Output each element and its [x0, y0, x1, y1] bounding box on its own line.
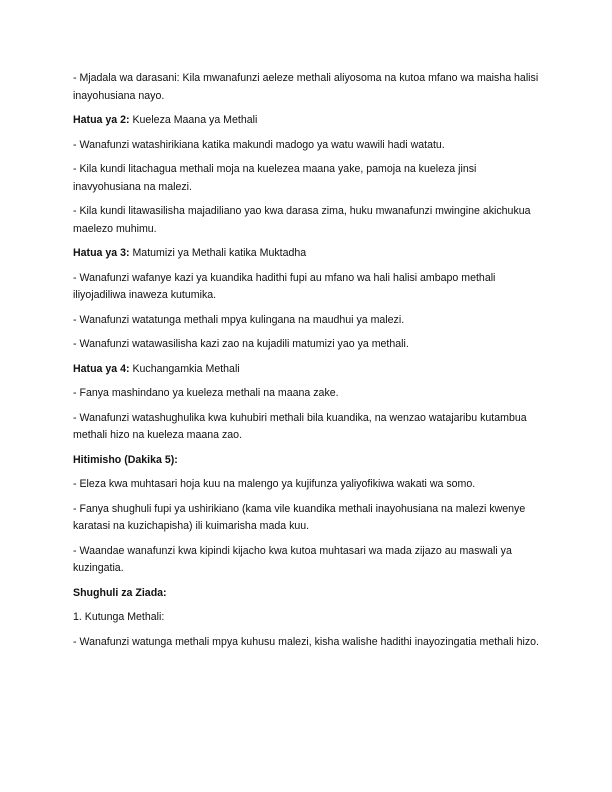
paragraph-competition: - Fanya mashindano ya kueleza methali na maana zake. [73, 387, 339, 399]
paragraph-present-work: - Wanafunzi watawasilisha kazi zao na kujadili matumizi yao ya methali. [73, 338, 409, 350]
paragraph-present-discussion: - Kila kundi litawasilisha majadiliano yao kwa darasa zima, huku mwanafunzi mwingine akichukua maelezo muhimu. [73, 205, 531, 235]
conclusion-label: Hitimisho (Dakika 5): [73, 453, 178, 466]
step-4-label: Hatua ya 4: [73, 362, 130, 375]
step-2-label: Hatua ya 2: [73, 114, 130, 126]
paragraph-collaboration: - Fanya shughuli fupi ya ushirikiano (kama vile kuandika methali inayohusiana na malezi kwenye karatasi na kuzichapisha) ili kuimarisha mada kuu. [73, 502, 526, 532]
paragraph-compose-new: - Wanafunzi watunga methali mpya kuhusu malezi, kisha walishe hadithi inayozingatia methali hizo. [73, 635, 539, 648]
paragraph-new-proverbs: - Wanafunzi watatunga methali mpya kulingana na maudhui ya malezi. [73, 313, 405, 326]
step-3-label: Hatua ya 3: [73, 247, 130, 259]
paragraph-recite: - Wanafunzi watashughulika kwa kuhubiri methali bila kuandika, na wenzao watajaribu kutambua methali hizo na kueleza maana zao. [73, 411, 527, 441]
paragraph-choose-proverb: - Kila kundi litachagua methali moja na kuelezea maana yake, pamoja na kueleza jinsi inavyohusiana na malezi. [73, 163, 477, 193]
paragraph-discussion: - Mjadala wa darasani: Kila mwanafunzi aeleze methali aliyosoma na kutoa mfano wa maisha halisi inayohusiana nayo. [73, 72, 539, 102]
step-4-heading: Hatua ya 4: Kuchangamkia Methali [73, 362, 240, 375]
paragraph-summary: - Eleza kwa muhtasari hoja kuu na malengo ya kujifunza yaliyofikiwa wakati wa somo. [73, 478, 476, 490]
paragraph-short-story: - Wanafunzi wafanye kazi ya kuandika hadithi fupi au mfano wa hali halisi ambapo methali iliyojadiliwa inaweza kutumika. [73, 271, 496, 301]
list-item-compose-proverbs: 1. Kutunga Methali: [73, 611, 165, 623]
step-3-heading: Hatua ya 3: Matumizi ya Methali katika Muktadha [73, 247, 307, 259]
conclusion-heading [73, 452, 542, 470]
paragraph-groups: - Wanafunzi watashirikiana katika makundi madogo ya watu wawili hadi watatu. [73, 138, 445, 151]
extra-activities-heading [73, 585, 542, 603]
step-2-heading: Hatua ya 2: Kueleza Maana ya Methali [73, 114, 258, 126]
extra-activities-label: Shughuli za Ziada: [73, 586, 167, 599]
paragraph-next-lesson: - Waandae wanafunzi kwa kipindi kijacho kwa kutoa muhtasari wa mada zijazo au maswali ya kuzingatia. [73, 544, 512, 574]
